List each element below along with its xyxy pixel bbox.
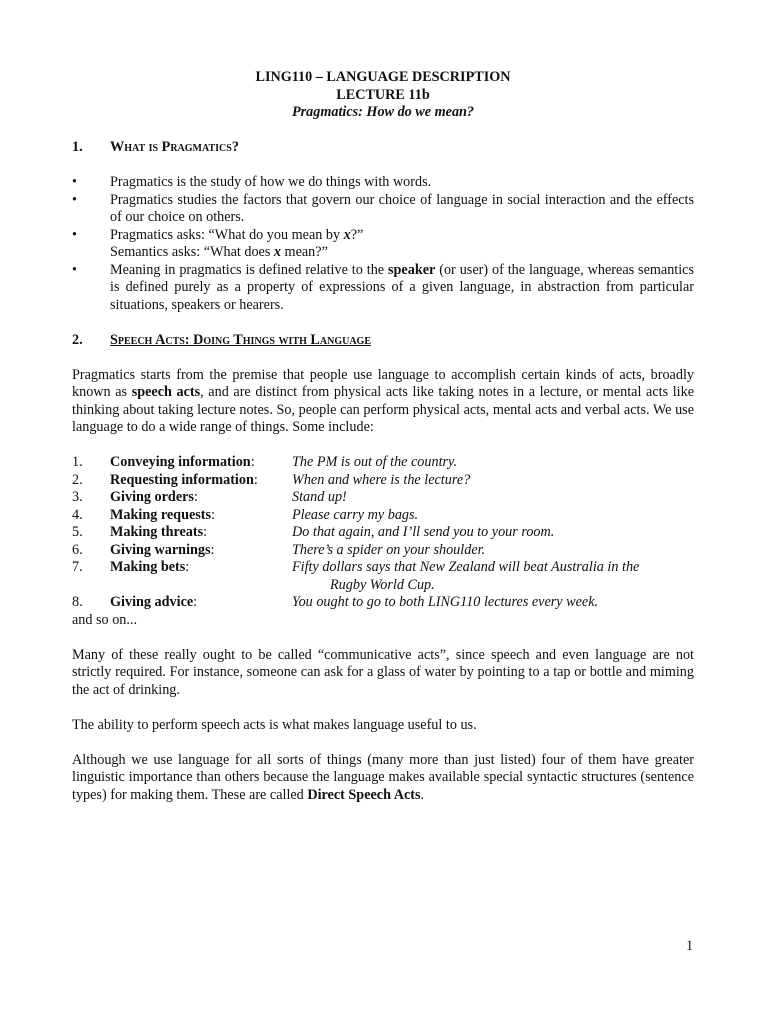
list-number: 6. — [72, 541, 83, 558]
document-page — [72, 69, 694, 804]
section-1-number: 1. — [72, 139, 83, 155]
act-name: Conveying information — [110, 454, 251, 470]
act-label — [110, 559, 292, 577]
pragmatics-asks-text: Pragmatics asks: “What do you mean by — [110, 226, 344, 243]
act-example: Stand up! — [292, 489, 347, 505]
bullet-item — [72, 262, 694, 315]
act-example: Do that again, and I’ll send you to your room. — [292, 524, 555, 540]
list-number: 5. — [72, 524, 83, 540]
variable-x: x — [343, 226, 351, 243]
act-name: Making threats — [110, 524, 204, 540]
intro-text-end: , and are distinct from physical acts like taking notes in a lecture, or mental acts like thinking about taking lecture notes. So, people can perform physical acts, mental acts and verbal acts. We use language to do a wide range of things. Some include: — [72, 384, 694, 435]
list-item — [72, 594, 694, 612]
course-title: LING110 – LANGUAGE DESCRIPTION — [255, 69, 511, 85]
act-label — [110, 472, 292, 490]
section-2-title: Speech Acts: Doing Things with Language — [110, 331, 371, 348]
usefulness-paragraph: The ability to perform speech acts is what makes language useful to us. — [72, 716, 477, 733]
speaker-term: speaker — [388, 261, 436, 278]
list-number: 4. — [72, 506, 83, 523]
semantics-asks-end: mean?” — [281, 244, 328, 260]
bullet-item — [72, 192, 694, 227]
act-label — [110, 507, 292, 525]
act-label — [110, 524, 292, 542]
meaning-text: Meaning in pragmatics is defined relative to the — [110, 261, 389, 278]
section-1-heading — [72, 139, 694, 157]
lecture-number: LECTURE 11b — [336, 86, 430, 103]
act-example: You ought to go to both LING110 lectures every week. — [292, 594, 599, 610]
bullet-text: Pragmatics is the study of how we do things with words. — [110, 174, 432, 190]
act-label — [110, 489, 292, 507]
act-example: Fifty dollars says that New Zealand will beat Australia in the — [292, 559, 640, 575]
list-number: 3. — [72, 489, 83, 505]
speech-act-list — [72, 454, 694, 629]
bullet-text: Pragmatics studies the factors that govern our choice of language in social interaction and the effects of our choice on others. — [110, 191, 694, 225]
semantics-asks-text: Semantics asks: “What does — [110, 244, 274, 260]
dsa-period: . — [420, 786, 425, 803]
list-item — [72, 524, 694, 542]
colon: : — [211, 506, 215, 523]
meaning-text-end: (or user) of the language, whereas semantics is defined purely as a property of expressions of a given language, in abstraction from particular situations, speakers or hearers. — [110, 261, 695, 313]
bullet-glyph: • — [72, 261, 77, 278]
list-number: 1. — [72, 454, 83, 470]
act-label — [110, 594, 292, 612]
list-item — [72, 454, 694, 472]
bullet-item — [72, 227, 694, 262]
bullet-glyph: • — [72, 174, 77, 190]
act-example: The PM is out of the country. — [292, 454, 458, 470]
list-item — [72, 472, 694, 490]
list-item — [72, 542, 694, 560]
bullet-text — [110, 227, 694, 262]
speech-acts-term: speech acts — [131, 384, 201, 400]
speech-acts-intro — [72, 367, 694, 437]
bullet-text — [110, 262, 694, 315]
list-item — [72, 559, 694, 577]
act-label — [110, 454, 292, 472]
direct-speech-acts-term: Direct Speech Acts — [307, 786, 421, 803]
colon: : — [250, 454, 255, 470]
section-2-number: 2. — [72, 331, 83, 348]
act-example: There’s a spider on your shoulder. — [292, 541, 486, 558]
act-name: Giving orders — [110, 489, 194, 505]
communicative-acts-paragraph: Many of these really ought to be called “communicative acts”, since speech and even language are not strictly required. For instance, someone can ask for a glass of water by pointing to a tap or bottle and miming the act of drinking. — [72, 646, 694, 698]
and-so-on: and so on... — [72, 611, 138, 628]
page-number: 1 — [686, 938, 694, 954]
section-2-heading — [72, 332, 694, 350]
colon: : — [210, 541, 215, 558]
list-number: 8. — [72, 594, 83, 610]
direct-speech-acts-paragraph — [72, 752, 694, 805]
list-item — [72, 507, 694, 525]
act-name: Making requests — [110, 506, 212, 523]
pragmatics-asks-end: ?” — [350, 226, 364, 243]
intro-text: Pragmatics starts from the premise that people use language to accomplish certain kinds of acts, broadly known as — [72, 366, 694, 400]
section-1-title: What is Pragmatics? — [110, 139, 239, 155]
variable-x: x — [273, 244, 281, 260]
act-label — [110, 542, 292, 560]
act-name: Making bets — [110, 559, 186, 575]
colon: : — [193, 594, 198, 610]
list-number: 7. — [72, 559, 83, 575]
act-example-continuation: Rugby World Cup. — [330, 576, 435, 593]
lecture-subtitle: Pragmatics: How do we mean? — [291, 104, 475, 120]
colon: : — [185, 559, 190, 575]
list-number: 2. — [72, 471, 83, 488]
colon: : — [253, 471, 258, 488]
act-name: Giving advice — [110, 594, 194, 610]
act-name: Giving warnings — [110, 541, 211, 558]
colon: : — [193, 489, 198, 505]
bullet-glyph: • — [72, 191, 77, 208]
list-item — [72, 489, 694, 507]
colon: : — [203, 524, 208, 540]
act-name: Requesting information — [110, 471, 254, 488]
dsa-text: Although we use language for all sorts of things (many more than just listed) four of them have greater linguistic importance than others because the language makes available special syntactic structures (sentence types) for making them. These are called — [72, 751, 694, 803]
act-example: When and where is the lecture? — [292, 471, 471, 488]
bullet-item — [72, 174, 694, 192]
bullet-glyph: • — [72, 226, 77, 243]
act-example: Please carry my bags. — [292, 506, 419, 523]
